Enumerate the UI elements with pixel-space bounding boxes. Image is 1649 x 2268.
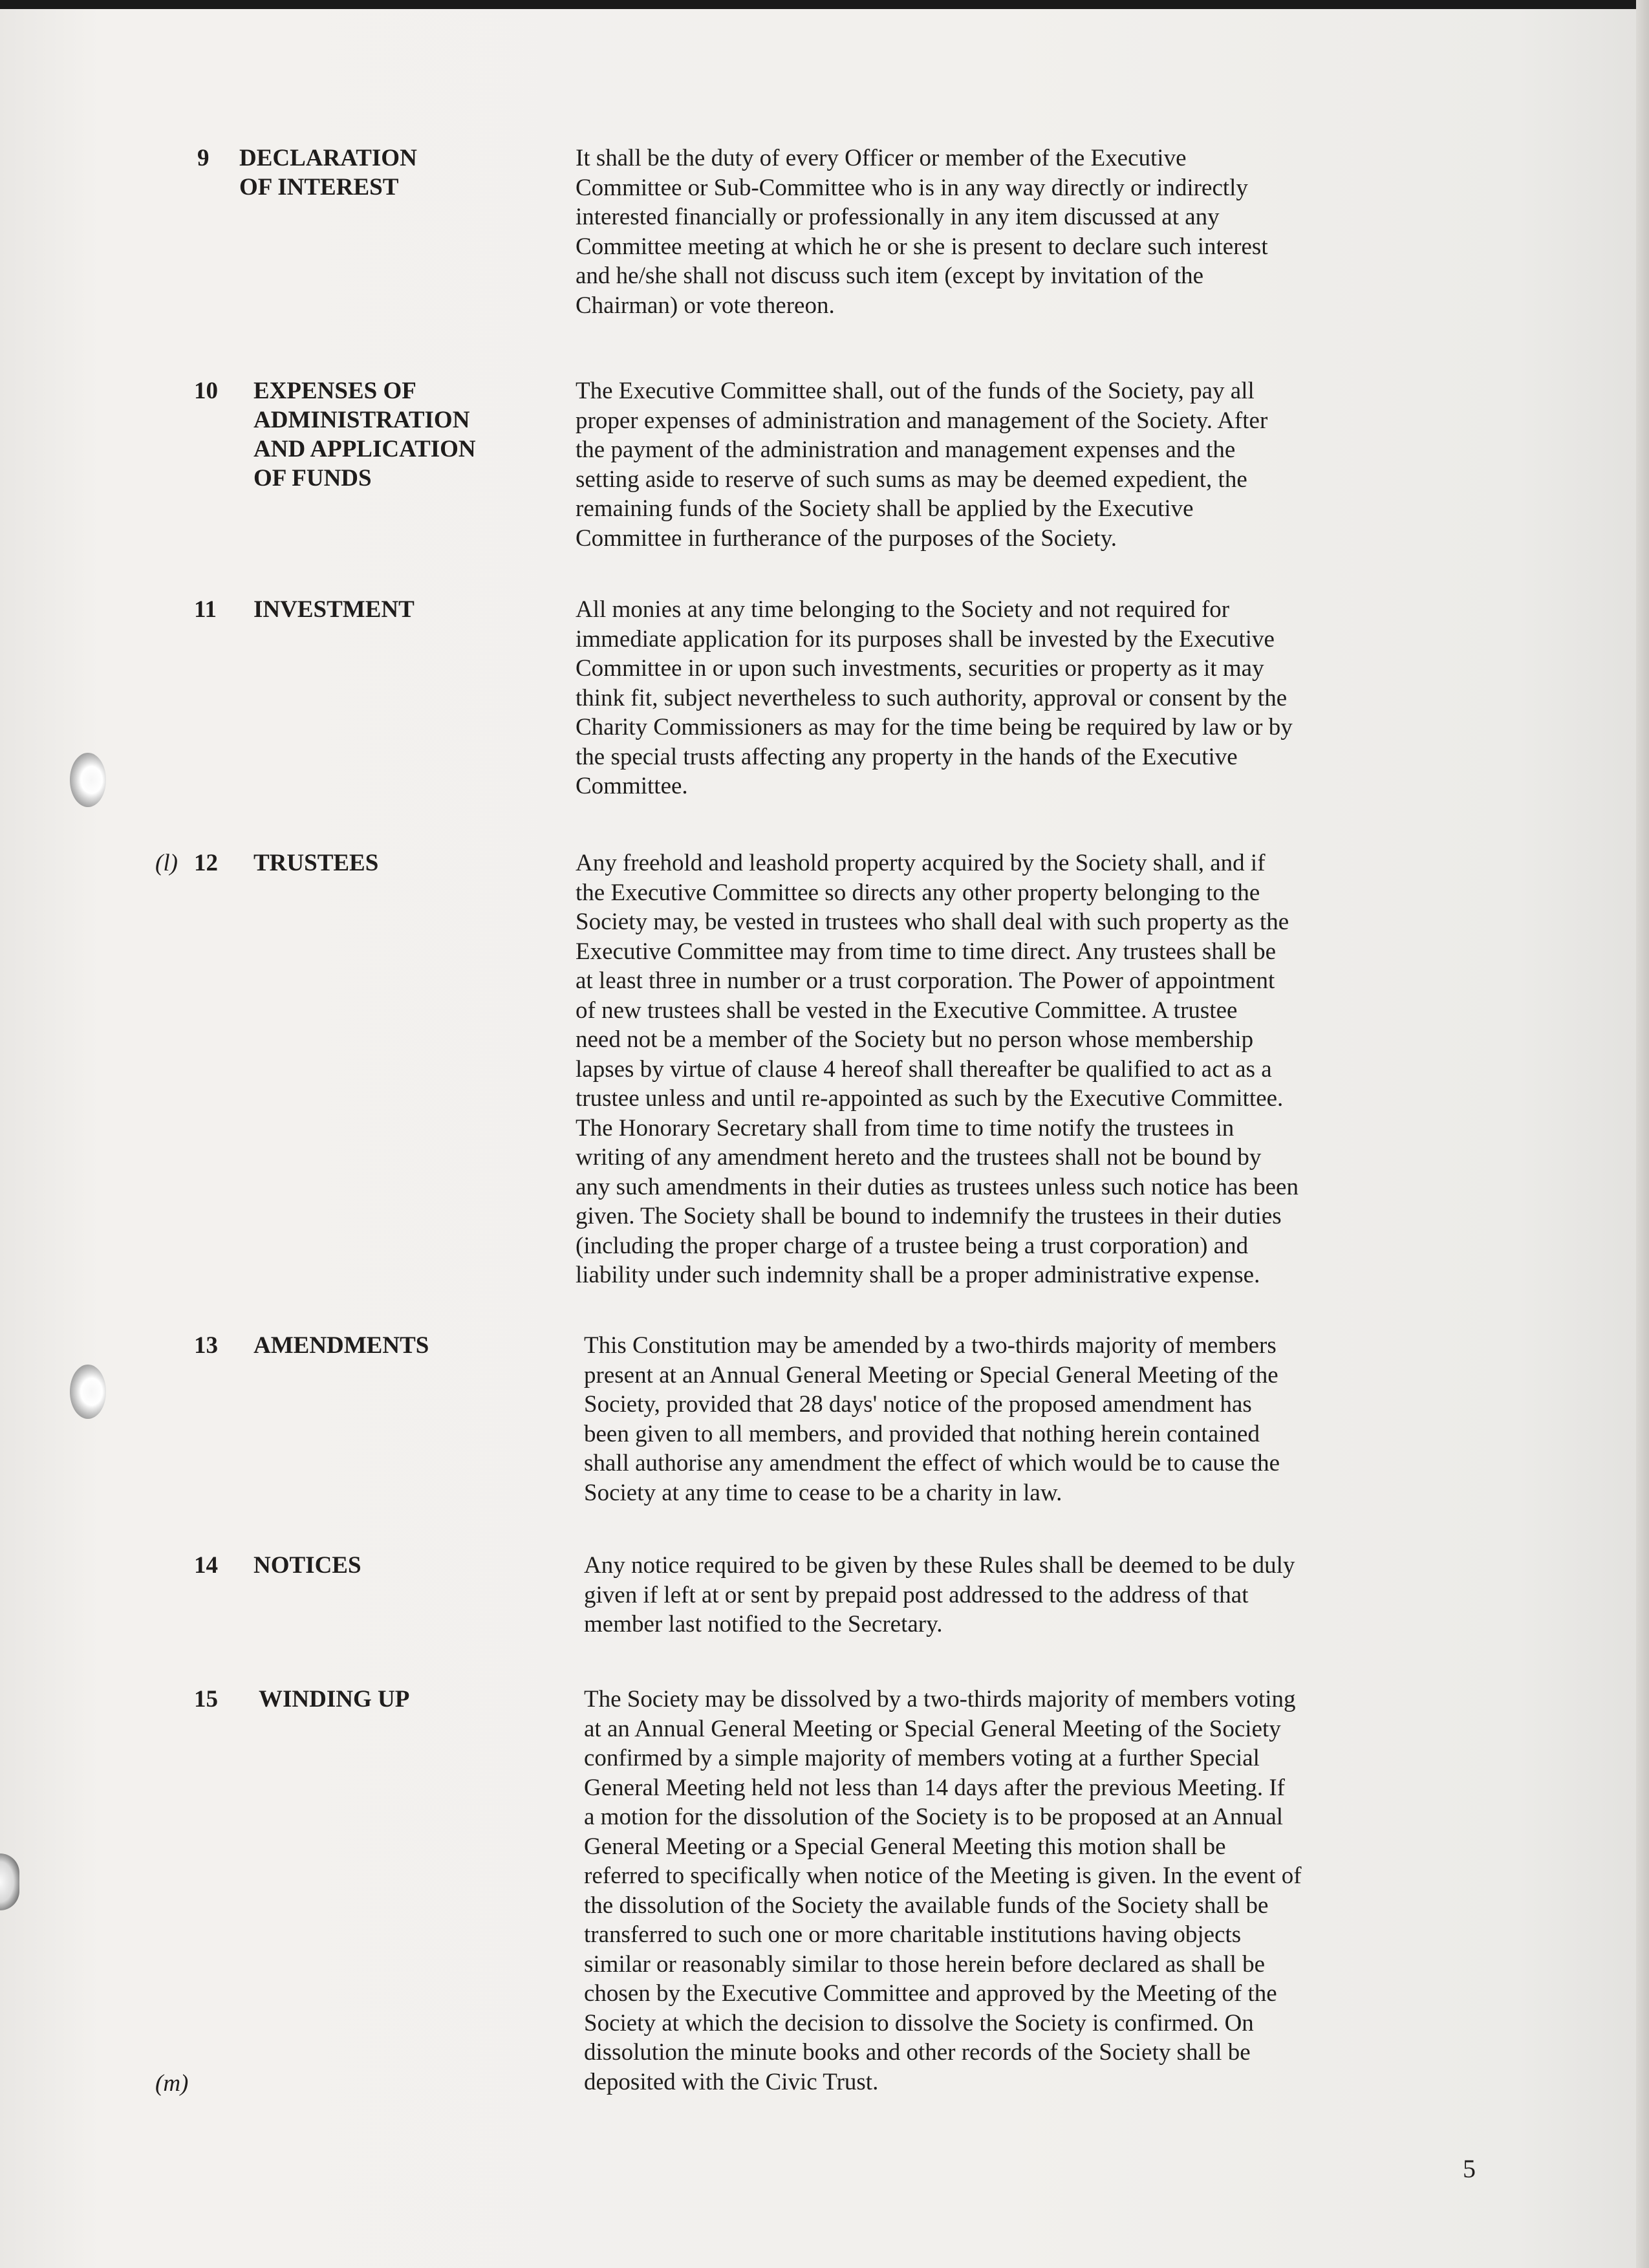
clause-text: Any freehold and leashold property acquired by the Society shall, and if the Executive Committee so directs any other property belonging to the Society may, be vested in trustees who shall deal with such property as the Executive Committee may from time to time direct. Any trustees shall be at least three in number or a trust corporation. The Power of appointment of new trustees shall be vested in the Executive Committee. A trustee need not be a member of the Society but no person whose membership lapses by virtue of clause 4 hereof shall thereafter be qualified to act as a trustee unless and until re-appointed as such by the Executive Committee. The Honorary Secretary shall from time to time notify the trustees in writing of any amendment hereto and the trustees shall not be bound by any such amendments in their duties as trustees unless such notice has been given. The Society shall be bound to indemnify the trustees in their duties (including the proper charge of a trustee being a trust corporation) and liability under such indemnity shall be a proper administrative expense.: [576, 850, 1299, 1288]
clause-text: The Executive Committee shall, out of the funds of the Society, pay all proper expenses of administration and management of the Society. After the payment of the administration and management expenses and the setting aside to reserve of such sums as may be deemed expedient, the remaining funds of the Society shall be applied by the Executive Committee in furtherance of the purposes of the Society.: [576, 378, 1268, 552]
punch-hole: [70, 1365, 106, 1419]
clause-text: The Society may be dissolved by a two-thirds majority of members voting at an Annual General Meeting or Special General Meeting of the Society confirmed by a simple majority of members voting at a further Special General Meeting held not less than 14 days after the previous Meeting. If a motion for the dissolution of the Society is to be proposed at an Annual General Meeting or a Special General Meeting this motion shall be referred to specifically when notice of the Meeting is given. In the event of the dissolution of the Society the available funds of the Society shall be transferred to such one or more charitable institutions having objects similar or reasonably similar to those herein before declared as shall be chosen by the Executive Committee and approved by the Meeting of the Society at which the decision to dissolve the Society is confirmed. On dissolution the minute books and other records of the Society shall be deposited with the Civic Trust.: [584, 1686, 1302, 2095]
punch-hole: [70, 753, 106, 807]
clause-text: This Constitution may be amended by a two-thirds majority of members present at an Annual General Meeting or Special General Meeting of the Society, provided that 28 days' notice of the proposed amendment has been given to all members, and provided that nothing herein contained shall authorise any amendment the effect of which would be to cause the Society at any time to cease to be a charity in law.: [584, 1332, 1280, 1506]
clause-heading: 13 AMENDMENTS: [194, 1332, 429, 1359]
clause-heading: 12 TRUSTEES: [194, 850, 379, 876]
clause-heading: 14 NOTICES: [194, 1552, 361, 1579]
clause-heading: 9 DECLARATION OF INTEREST: [197, 145, 417, 200]
scan-right-edge: [1636, 0, 1649, 2268]
clause-text: All monies at any time belonging to the Society and not required for immediate application for its purposes shall be invested by the Executive Committee in or upon such investments, securities or property as it may think fit, subject nevertheless to such authority, approval or consent by the Charity Commissioners as may for the time being be required by law or by the special trusts affecting any property in the hands of the Executive Committee.: [576, 596, 1293, 799]
clause-heading: 11 INVESTMENT: [194, 596, 415, 623]
punch-hole: [0, 1853, 19, 1910]
margin-marker: (m): [155, 2070, 189, 2097]
scan-top-edge: [0, 0, 1649, 9]
clause-text: It shall be the duty of every Officer or member of the Executive Committee or Sub-Committee who is in any way directly or indirectly interested financially or professionally in any item discussed at any Committee meeting at which he or she is present to declare such interest and he/she shall not discuss such item (except by invitation of the Chairman) or vote thereon.: [576, 145, 1268, 319]
page-number: 5: [1463, 2154, 1476, 2183]
clause-heading: 15 WINDING UP: [194, 1686, 410, 1712]
clause-text: Any notice required to be given by these Rules shall be deemed to be duly given if left at or sent by prepaid post addressed to the address of that member last notified to the Secretary.: [584, 1552, 1295, 1637]
margin-marker: (l): [155, 850, 178, 876]
clause-heading: 10 EXPENSES OF ADMINISTRATION AND APPLICATION OF FUNDS: [194, 378, 476, 491]
